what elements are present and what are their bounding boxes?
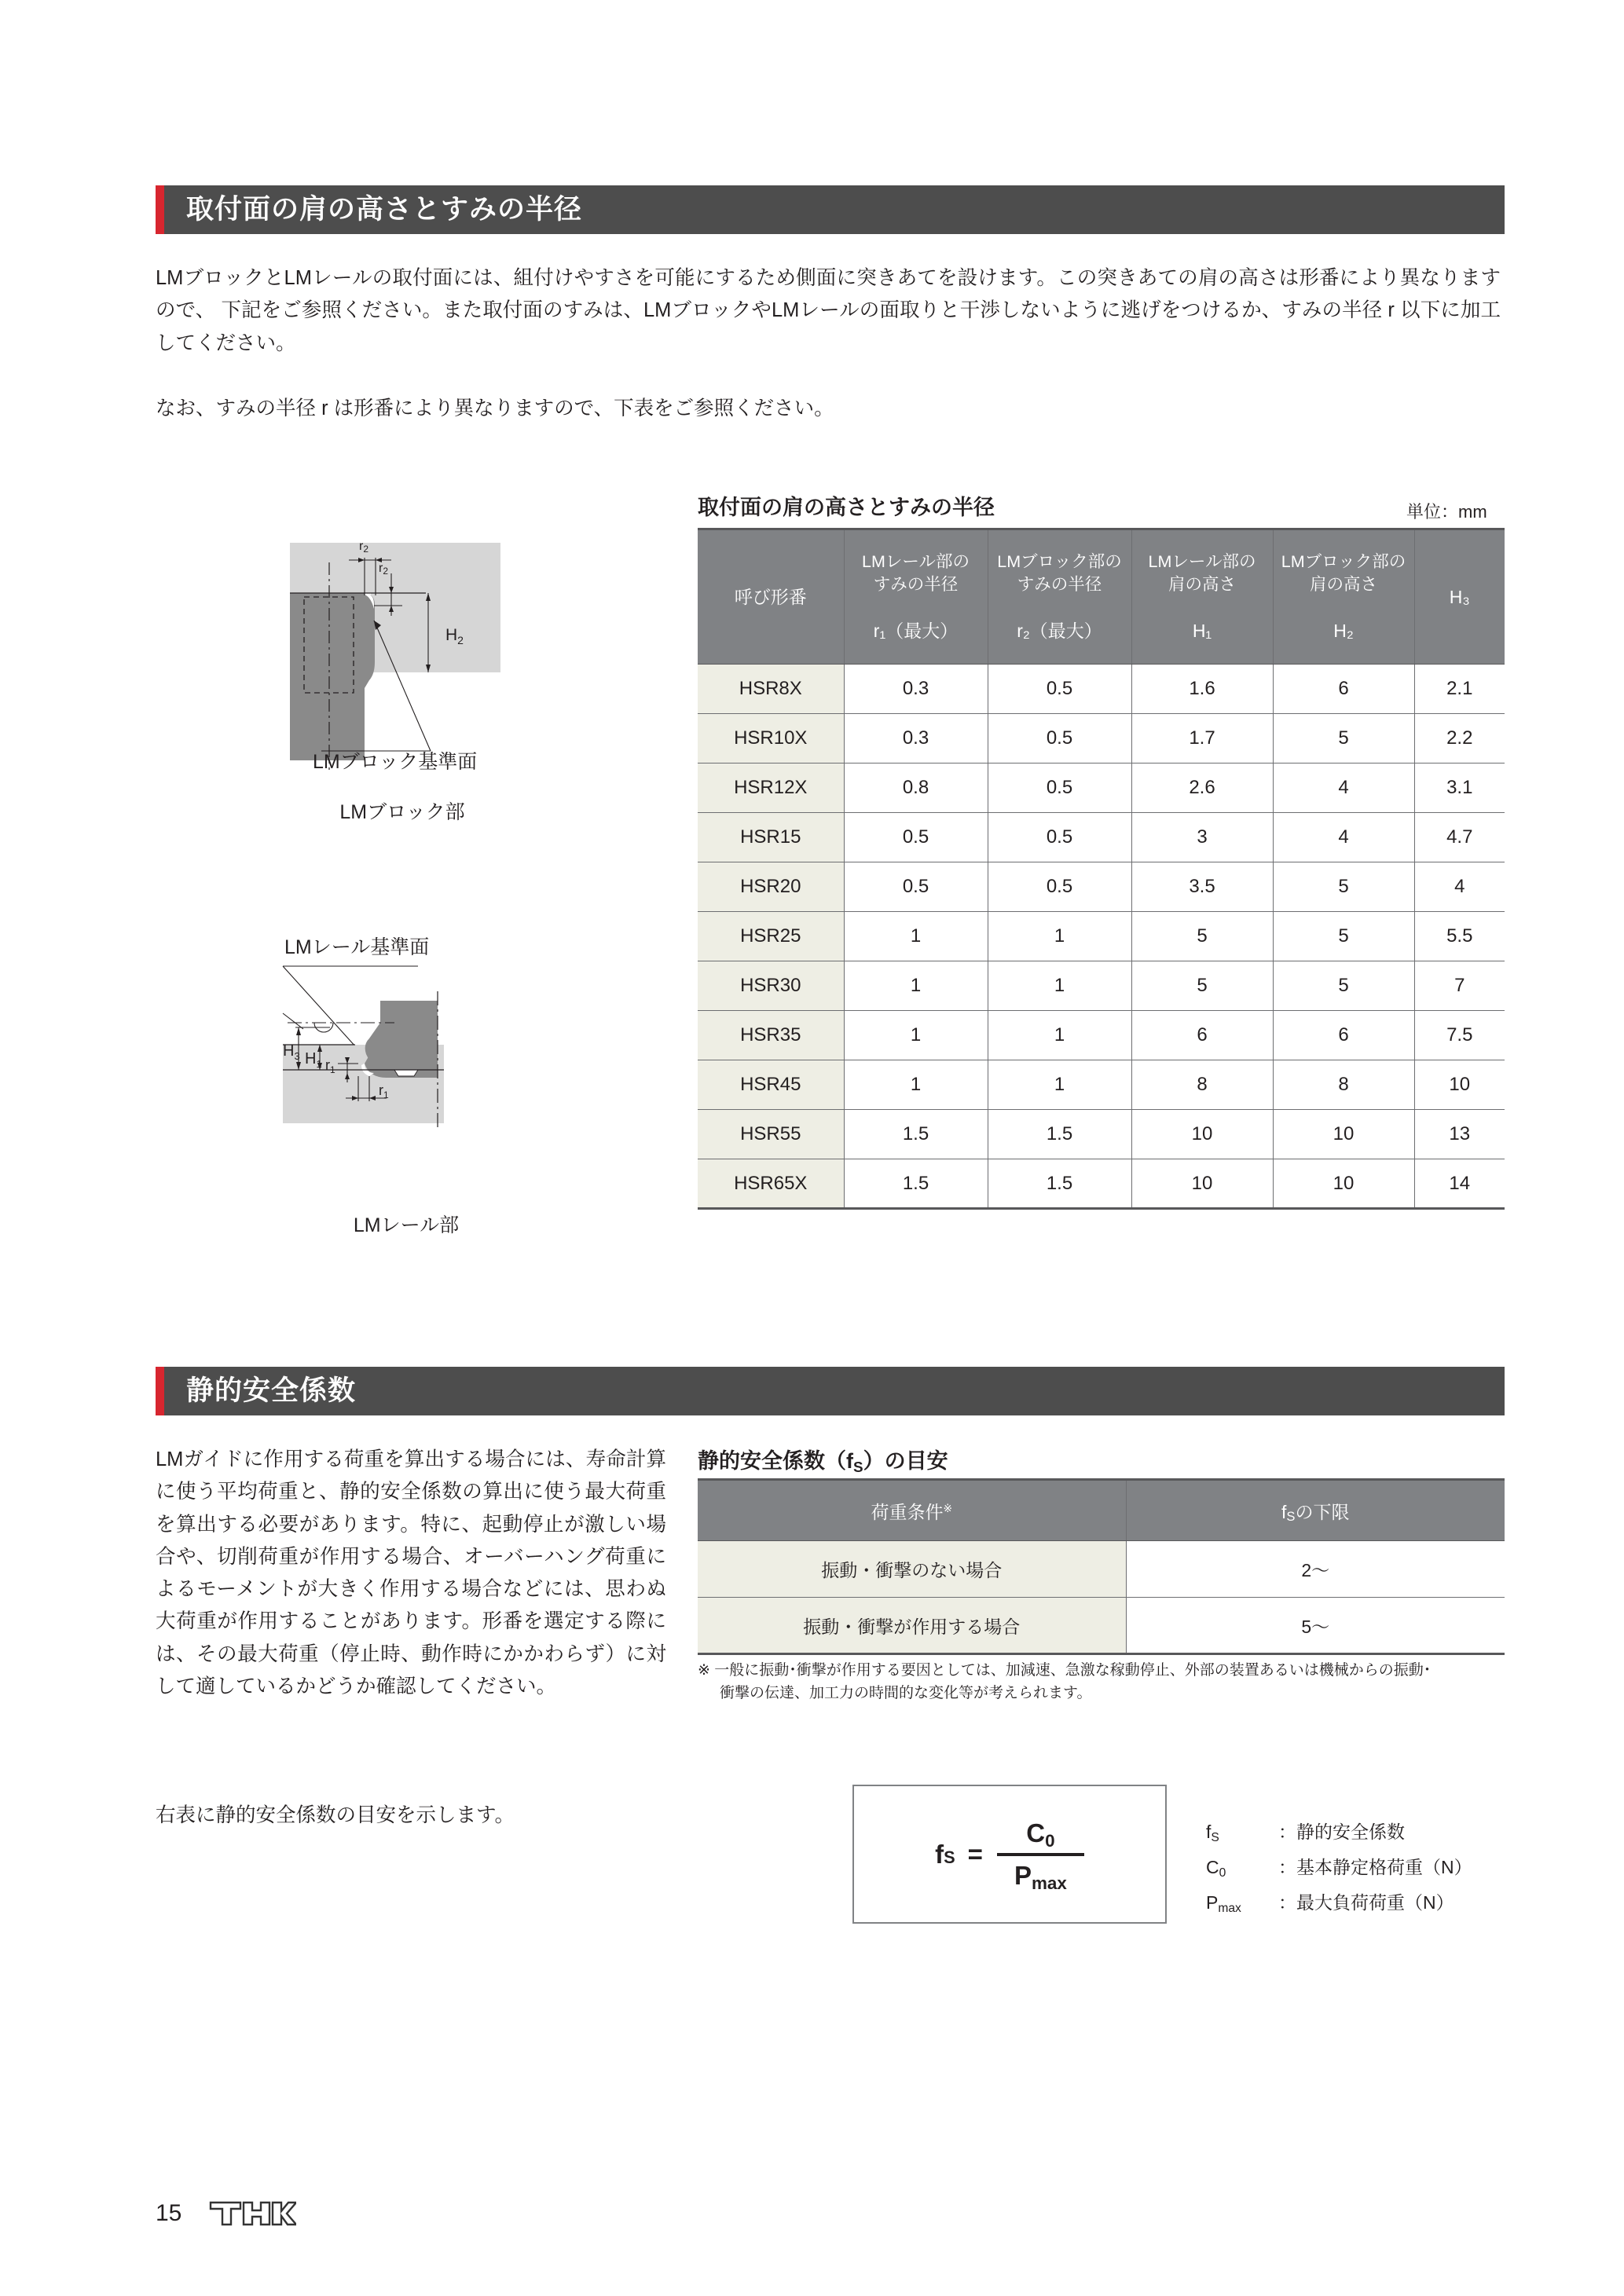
cell-h3: 7.5 (1414, 1011, 1505, 1060)
intro-paragraph-2: なお、すみの半径 r は形番により異なりますので、下表をご参照ください。 (156, 397, 834, 419)
formula-numerator (1009, 1818, 1072, 1853)
table-row (698, 862, 1505, 912)
col-header-r1-line1: LMレール部の (862, 552, 970, 572)
cell-r2: 0.5 (988, 862, 1131, 912)
col-header-h3 (1414, 529, 1505, 665)
section-title: 取付面の肩の高さとすみの半径 (186, 194, 583, 225)
legend-row-c0 (1206, 1850, 1472, 1885)
col-header-r2-line2: すみの半径 (1017, 574, 1102, 594)
table-header-row (698, 529, 1505, 665)
cell-h2: 5 (1273, 961, 1414, 1011)
formula-fraction (997, 1818, 1084, 1891)
cell-r2: 1 (988, 1060, 1131, 1110)
cell-h1: 6 (1131, 1011, 1273, 1060)
fs-table-header-row (698, 1480, 1505, 1541)
lm-block-datum-label: LMブロック基準面 (313, 751, 478, 773)
cell-load-condition: 振動・衝撃のない場合 (698, 1541, 1126, 1598)
static-safety-paragraph-2: 右表に静的安全係数の目安を示します。 (156, 1804, 515, 1826)
cell-h1: 2.6 (1131, 764, 1273, 813)
cell-model: HSR8X (698, 665, 844, 714)
col-header-h2-line2: 肩の高さ (1309, 574, 1377, 594)
formula-lhs-main: f (935, 1839, 944, 1869)
static-safety-factor-table (698, 1478, 1505, 1655)
legend-fs-sub: S (1211, 1831, 1219, 1845)
cell-h2: 5 (1273, 912, 1414, 961)
cell-h1: 3.5 (1131, 862, 1273, 912)
cell-load-condition: 振動・衝撃が作用する場合 (698, 1598, 1126, 1654)
thk-logo (208, 2199, 296, 2228)
table-row (698, 1159, 1505, 1209)
fs-caption-tail: ）の目安 (863, 1449, 948, 1473)
cell-fs-lower-limit: 5〜 (1126, 1598, 1505, 1654)
static-safety-paragraph-1: LMガイドに作用する荷重を算出する場合には、寿命計算に使う平均荷重と、静的安全係数の算出に使う最大荷重を算出する必要があります。特に、起動停止が激しい場合や、切削荷重が作用する場合、オーバーハング荷重によるモーメントが大きく作用する場合などには、思わぬ大荷重が作用することがあります。形番を選定する際には、その最大荷重（停止時、動作時にかかわらず）に対して適しているかどうか確認してください。 (156, 1448, 666, 1698)
cell-h3: 2.1 (1414, 665, 1505, 714)
legend-symbol-fs (1206, 1814, 1278, 1850)
legend-def-pmax: ：最大負荷荷重（N） (1278, 1891, 1454, 1913)
cell-h2: 10 (1273, 1110, 1414, 1159)
cell-h2: 6 (1273, 1011, 1414, 1060)
cell-r2: 1 (988, 961, 1131, 1011)
cell-h3: 14 (1414, 1159, 1505, 1209)
fs-table-footnote (698, 1659, 1505, 1705)
col-header-r2-symbol: r₂（最大） (1017, 621, 1102, 642)
page-number: 15 (156, 2200, 182, 2226)
cell-r2: 1 (988, 912, 1131, 961)
cell-h2: 4 (1273, 813, 1414, 862)
legend-row-pmax (1206, 1885, 1472, 1921)
cell-h3: 7 (1414, 961, 1505, 1011)
cell-r1: 0.3 (844, 665, 988, 714)
fs-formula-box (852, 1785, 1167, 1924)
cell-model: HSR10X (698, 714, 844, 764)
svg-text:r1: $r_1$ (325, 1057, 335, 1075)
spec-table-caption: 取付面の肩の高さとすみの半径 (698, 496, 995, 519)
svg-text:H2: $H_2$ (445, 626, 464, 646)
legend-pmax-main: P (1206, 1891, 1219, 1913)
cell-fs-lower-limit: 2〜 (1126, 1541, 1505, 1598)
col-header-h1-line2: 肩の高さ (1168, 574, 1236, 594)
svg-text:r1: $r_1$ (379, 1082, 389, 1100)
section-header-static-safety (156, 1367, 1505, 1415)
cell-h1: 3 (1131, 813, 1273, 862)
legend-c0-sub: 0 (1219, 1866, 1226, 1880)
accent-bar (156, 185, 164, 234)
fs-limit-tail: の下限 (1295, 1501, 1350, 1522)
fs-col-header-condition-label: 荷重条件 (871, 1501, 944, 1522)
cell-r2: 1.5 (988, 1159, 1131, 1209)
fs-table-body (698, 1541, 1505, 1654)
page-footer (156, 2199, 296, 2228)
fs-col-header-condition (698, 1480, 1126, 1541)
col-header-r1 (844, 529, 988, 665)
cell-h1: 8 (1131, 1060, 1273, 1110)
col-header-h3-symbol: H₃ (1449, 586, 1470, 607)
cell-model: HSR65X (698, 1159, 844, 1209)
table-row (698, 1110, 1505, 1159)
cell-model: HSR15 (698, 813, 844, 862)
legend-fs-main: f (1206, 1822, 1212, 1842)
cell-r1: 0.5 (844, 862, 988, 912)
cell-h3: 10 (1414, 1060, 1505, 1110)
fs-table-row (698, 1541, 1505, 1598)
cell-h2: 5 (1273, 862, 1414, 912)
footnote-mark: ※ (698, 1662, 710, 1679)
fs-formula (935, 1818, 1084, 1891)
section-header-mounting (156, 185, 1505, 234)
cell-r1: 0.8 (844, 764, 988, 813)
cell-h1: 1.7 (1131, 714, 1273, 764)
cell-h1: 1.6 (1131, 665, 1273, 714)
cell-r1: 1.5 (844, 1110, 988, 1159)
cell-model: HSR55 (698, 1110, 844, 1159)
cell-h3: 5.5 (1414, 912, 1505, 961)
cell-h2: 5 (1273, 714, 1414, 764)
legend-symbol-c0 (1206, 1850, 1278, 1885)
cell-h2: 10 (1273, 1159, 1414, 1209)
spec-table-unit: 単位：mm (1406, 502, 1487, 522)
table-row (698, 1011, 1505, 1060)
col-header-h1-symbol: H₁ (1192, 621, 1212, 642)
accent-bar-2 (156, 1367, 164, 1415)
formula-lhs-sub: S (944, 1847, 955, 1867)
table-row (698, 714, 1505, 764)
svg-text:H1: $H_1$ (305, 1050, 322, 1070)
formula-num-sub: 0 (1045, 1830, 1055, 1851)
cell-h3: 4 (1414, 862, 1505, 912)
formula-den-sub: max (1031, 1873, 1067, 1893)
intro-paragraph-1: LMブロックとLMレールの取付面には、組付けやすさを可能にするため側面に突きあてを設けます。この突きあての肩の高さは形番により異なりますので、 下記をご参照ください。また取付面のすみは、LMブロックやLMレールの面取りと干渉しないように逃げをつけるか、すみの半径 r 以下に加工してください。 (156, 267, 1501, 354)
table-row (698, 813, 1505, 862)
formula-denominator (997, 1856, 1084, 1891)
legend-symbol-pmax (1206, 1885, 1278, 1921)
col-header-r1-symbol: r₁（最大） (873, 621, 959, 642)
formula-num-main: C (1026, 1818, 1046, 1847)
cell-model: HSR45 (698, 1060, 844, 1110)
cell-r2: 0.5 (988, 813, 1131, 862)
cell-model: HSR25 (698, 912, 844, 961)
cell-h3: 2.2 (1414, 714, 1505, 764)
formula-legend (1206, 1814, 1472, 1921)
cell-h3: 4.7 (1414, 813, 1505, 862)
cell-h3: 13 (1414, 1110, 1505, 1159)
table-row (698, 1060, 1505, 1110)
cell-h2: 6 (1273, 665, 1414, 714)
table-row (698, 961, 1505, 1011)
cell-h2: 8 (1273, 1060, 1414, 1110)
lm-rail-datum-label: LMレール基準面 (284, 936, 430, 958)
cell-model: HSR35 (698, 1011, 844, 1060)
col-header-r1-line2: すみの半径 (873, 574, 959, 594)
col-header-h2-line1: LMブロック部の (1281, 552, 1406, 572)
col-header-h1-line1: LMレール部の (1148, 552, 1256, 572)
mounting-spec-table (698, 528, 1505, 1210)
formula-lhs (935, 1840, 955, 1869)
formula-equals: = (967, 1839, 983, 1869)
lm-block-caption: LMブロック部 (339, 801, 465, 823)
lm-rail-caption: LMレール部 (353, 1214, 460, 1236)
legend-pmax-sub: max (1218, 1902, 1241, 1916)
cell-model: HSR20 (698, 862, 844, 912)
table-row (698, 764, 1505, 813)
cell-r1: 1 (844, 1060, 988, 1110)
cell-h1: 5 (1131, 912, 1273, 961)
cell-r2: 1 (988, 1011, 1131, 1060)
fs-table-caption (698, 1444, 948, 1474)
col-header-h2-symbol: H₂ (1333, 621, 1354, 642)
col-header-r2-line1: LMブロック部の (997, 552, 1122, 572)
cell-r2: 0.5 (988, 714, 1131, 764)
legend-row-fs (1206, 1814, 1472, 1850)
svg-text:H3: $H_3$ (283, 1042, 300, 1062)
svg-text:r2: r2 (378, 562, 389, 577)
cell-r1: 0.5 (844, 813, 988, 862)
fs-col-header-condition-mark: ※ (943, 1502, 953, 1514)
table-row (698, 912, 1505, 961)
cell-h1: 10 (1131, 1159, 1273, 1209)
col-header-h1 (1131, 529, 1273, 665)
col-header-h2 (1273, 529, 1414, 665)
footnote-line-2: 衝撃の伝達、加工力の時間的な変化等が考えられます。 (720, 1685, 1092, 1702)
cell-h3: 3.1 (1414, 764, 1505, 813)
cell-r1: 1 (844, 1011, 988, 1060)
cell-r1: 0.3 (844, 714, 988, 764)
cell-h1: 5 (1131, 961, 1273, 1011)
cell-r2: 1.5 (988, 1110, 1131, 1159)
svg-text:r2: r2 (358, 540, 369, 555)
cell-r2: 0.5 (988, 665, 1131, 714)
legend-def-c0: ：基本静定格荷重（N） (1278, 1856, 1472, 1877)
col-header-model (698, 529, 844, 665)
col-header-model-label: 呼び形番 (734, 586, 807, 607)
legend-def-fs: ：静的安全係数 (1278, 1822, 1405, 1842)
table-row (698, 665, 1505, 714)
cell-r1: 1 (844, 912, 988, 961)
cell-model: HSR12X (698, 764, 844, 813)
col-header-r2 (988, 529, 1131, 665)
lm-rail-diagram (277, 960, 536, 1188)
fs-table-row (698, 1598, 1505, 1654)
cell-h2: 4 (1273, 764, 1414, 813)
cell-model: HSR30 (698, 961, 844, 1011)
cell-r1: 1.5 (844, 1159, 988, 1209)
cell-r1: 1 (844, 961, 988, 1011)
spec-table-body (698, 665, 1505, 1209)
section-title-2: 静的安全係数 (186, 1375, 357, 1406)
fs-caption-main: 静的安全係数（f (698, 1449, 853, 1473)
formula-den-main: P (1014, 1860, 1032, 1890)
cell-r2: 0.5 (988, 764, 1131, 813)
fs-limit-main: f (1281, 1501, 1287, 1522)
fs-col-header-limit (1126, 1480, 1505, 1541)
legend-c0-main: C (1206, 1856, 1219, 1877)
fs-limit-sub: S (1286, 1509, 1296, 1525)
fs-caption-sub: S (853, 1459, 863, 1476)
footnote-line-1: 一般に振動･衝撃が作用する要因としては、加減速、急激な稼動停止、外部の装置あるいは機械からの振動･ (714, 1662, 1432, 1679)
cell-h1: 10 (1131, 1110, 1273, 1159)
